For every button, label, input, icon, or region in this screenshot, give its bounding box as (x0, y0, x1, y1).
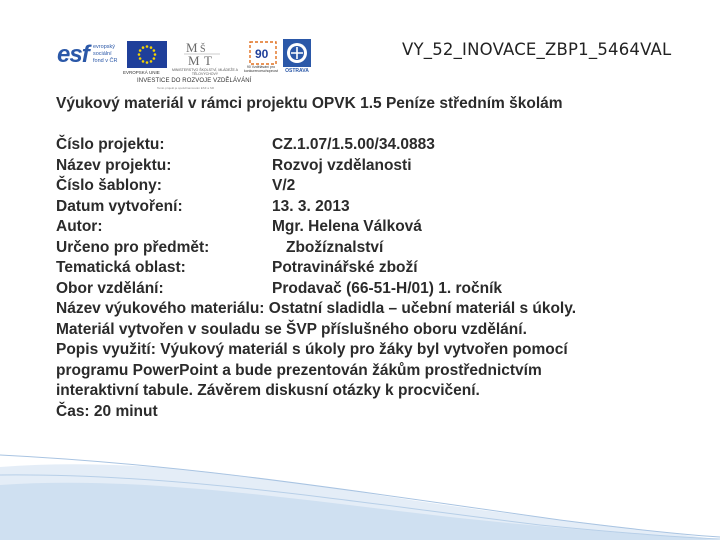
msmt-logo-icon (182, 39, 222, 67)
field-education-field (56, 279, 696, 300)
eu-text: EVROPSKÁ UNIE (123, 70, 160, 75)
paragraph-line: interaktivní tabule. Závěrem diskusní otázky k procvičení. (56, 382, 480, 399)
field-template-number (56, 176, 696, 197)
ostrava-logo-icon (283, 39, 311, 67)
field-value: Prodavač (66-51-H/01) 1. ročník (272, 279, 503, 297)
svg-text:T: T (204, 53, 212, 67)
field-label: Číslo projektu: (56, 136, 165, 153)
field-label: Název projektu: (56, 156, 172, 174)
field-value: 13. 3. 2013 (272, 197, 350, 215)
field-value: Mgr. Helena Válková (272, 218, 422, 235)
invest-text: INVESTICE DO ROZVOJE VZDĚLÁVÁNÍ (137, 78, 252, 84)
field-label: Datum vytvoření: (56, 197, 183, 215)
field-topic-area (56, 258, 696, 279)
field-value: CZ.1.07/1.5.00/34.0883 (272, 136, 435, 153)
eu-flag-icon (127, 41, 167, 68)
intro-line: Výukový materiál v rámci projektu OPVK 1.5 Peníze středním školám (56, 95, 563, 112)
svg-text:M: M (188, 53, 200, 67)
paragraph-line: Popis využití: Výukový materiál s úkoly pro žáky byl vytvořen pomocí (56, 341, 568, 358)
field-label: Autor: (56, 218, 103, 235)
spacer (56, 115, 696, 136)
svg-text:M: M (186, 40, 198, 55)
bottom-wave-decoration (0, 445, 720, 540)
field-label: Číslo šablony: (56, 177, 162, 194)
field-project-name (56, 156, 696, 177)
field-value: V/2 (272, 177, 296, 194)
invest-small-text: Tento projekt je spolufinancován ESF a SR (157, 86, 215, 90)
paragraph-line: Materiál vytvořen v souladu se ŠVP příslušného oboru vzdělání. (56, 320, 527, 338)
anniversary-logo-icon (249, 41, 277, 67)
field-subject (56, 238, 696, 259)
field-value: Zbožíznalství (286, 238, 384, 256)
field-label: Tematická oblast: (56, 259, 186, 276)
field-project-number (56, 135, 696, 156)
paragraph-line: Název výukového materiálu: Ostatní sladidla – učební materiál s úkoly. (56, 300, 577, 317)
paragraph-line: programu PowerPoint a bude prezentován žákům prostřednictvím (56, 361, 542, 379)
anniversary-text: 90 Vzdělávání pro konkurenceschopnost (243, 65, 279, 73)
time-line: Čas: 20 minut (56, 402, 158, 420)
field-author (56, 217, 696, 238)
esf-logo (57, 40, 117, 74)
msmt-text: MINISTERSTVO ŠKOLSTVÍ, MLÁDEŽE A TĚLOVÝCHOVY (172, 68, 238, 76)
field-value: Potravinářské zboží (272, 259, 418, 276)
field-date-created (56, 197, 696, 218)
content (56, 94, 696, 422)
document-code: VY_52_INOVACE_ZBP1_5464VAL (402, 40, 672, 59)
field-label: Určeno pro předmět: (56, 238, 210, 256)
svg-text:90: 90 (255, 47, 269, 61)
field-value: Rozvoj vzdělanosti (272, 156, 412, 174)
esf-logo-text: evropský sociální fond v ČR (93, 44, 118, 64)
logo-strip (57, 37, 312, 91)
ostrava-text: OSTRAVA (285, 68, 309, 74)
svg-text:Š: Š (200, 44, 206, 55)
esf-logo-letters: esf (57, 41, 89, 68)
field-label: Obor vzdělání: (56, 279, 164, 297)
